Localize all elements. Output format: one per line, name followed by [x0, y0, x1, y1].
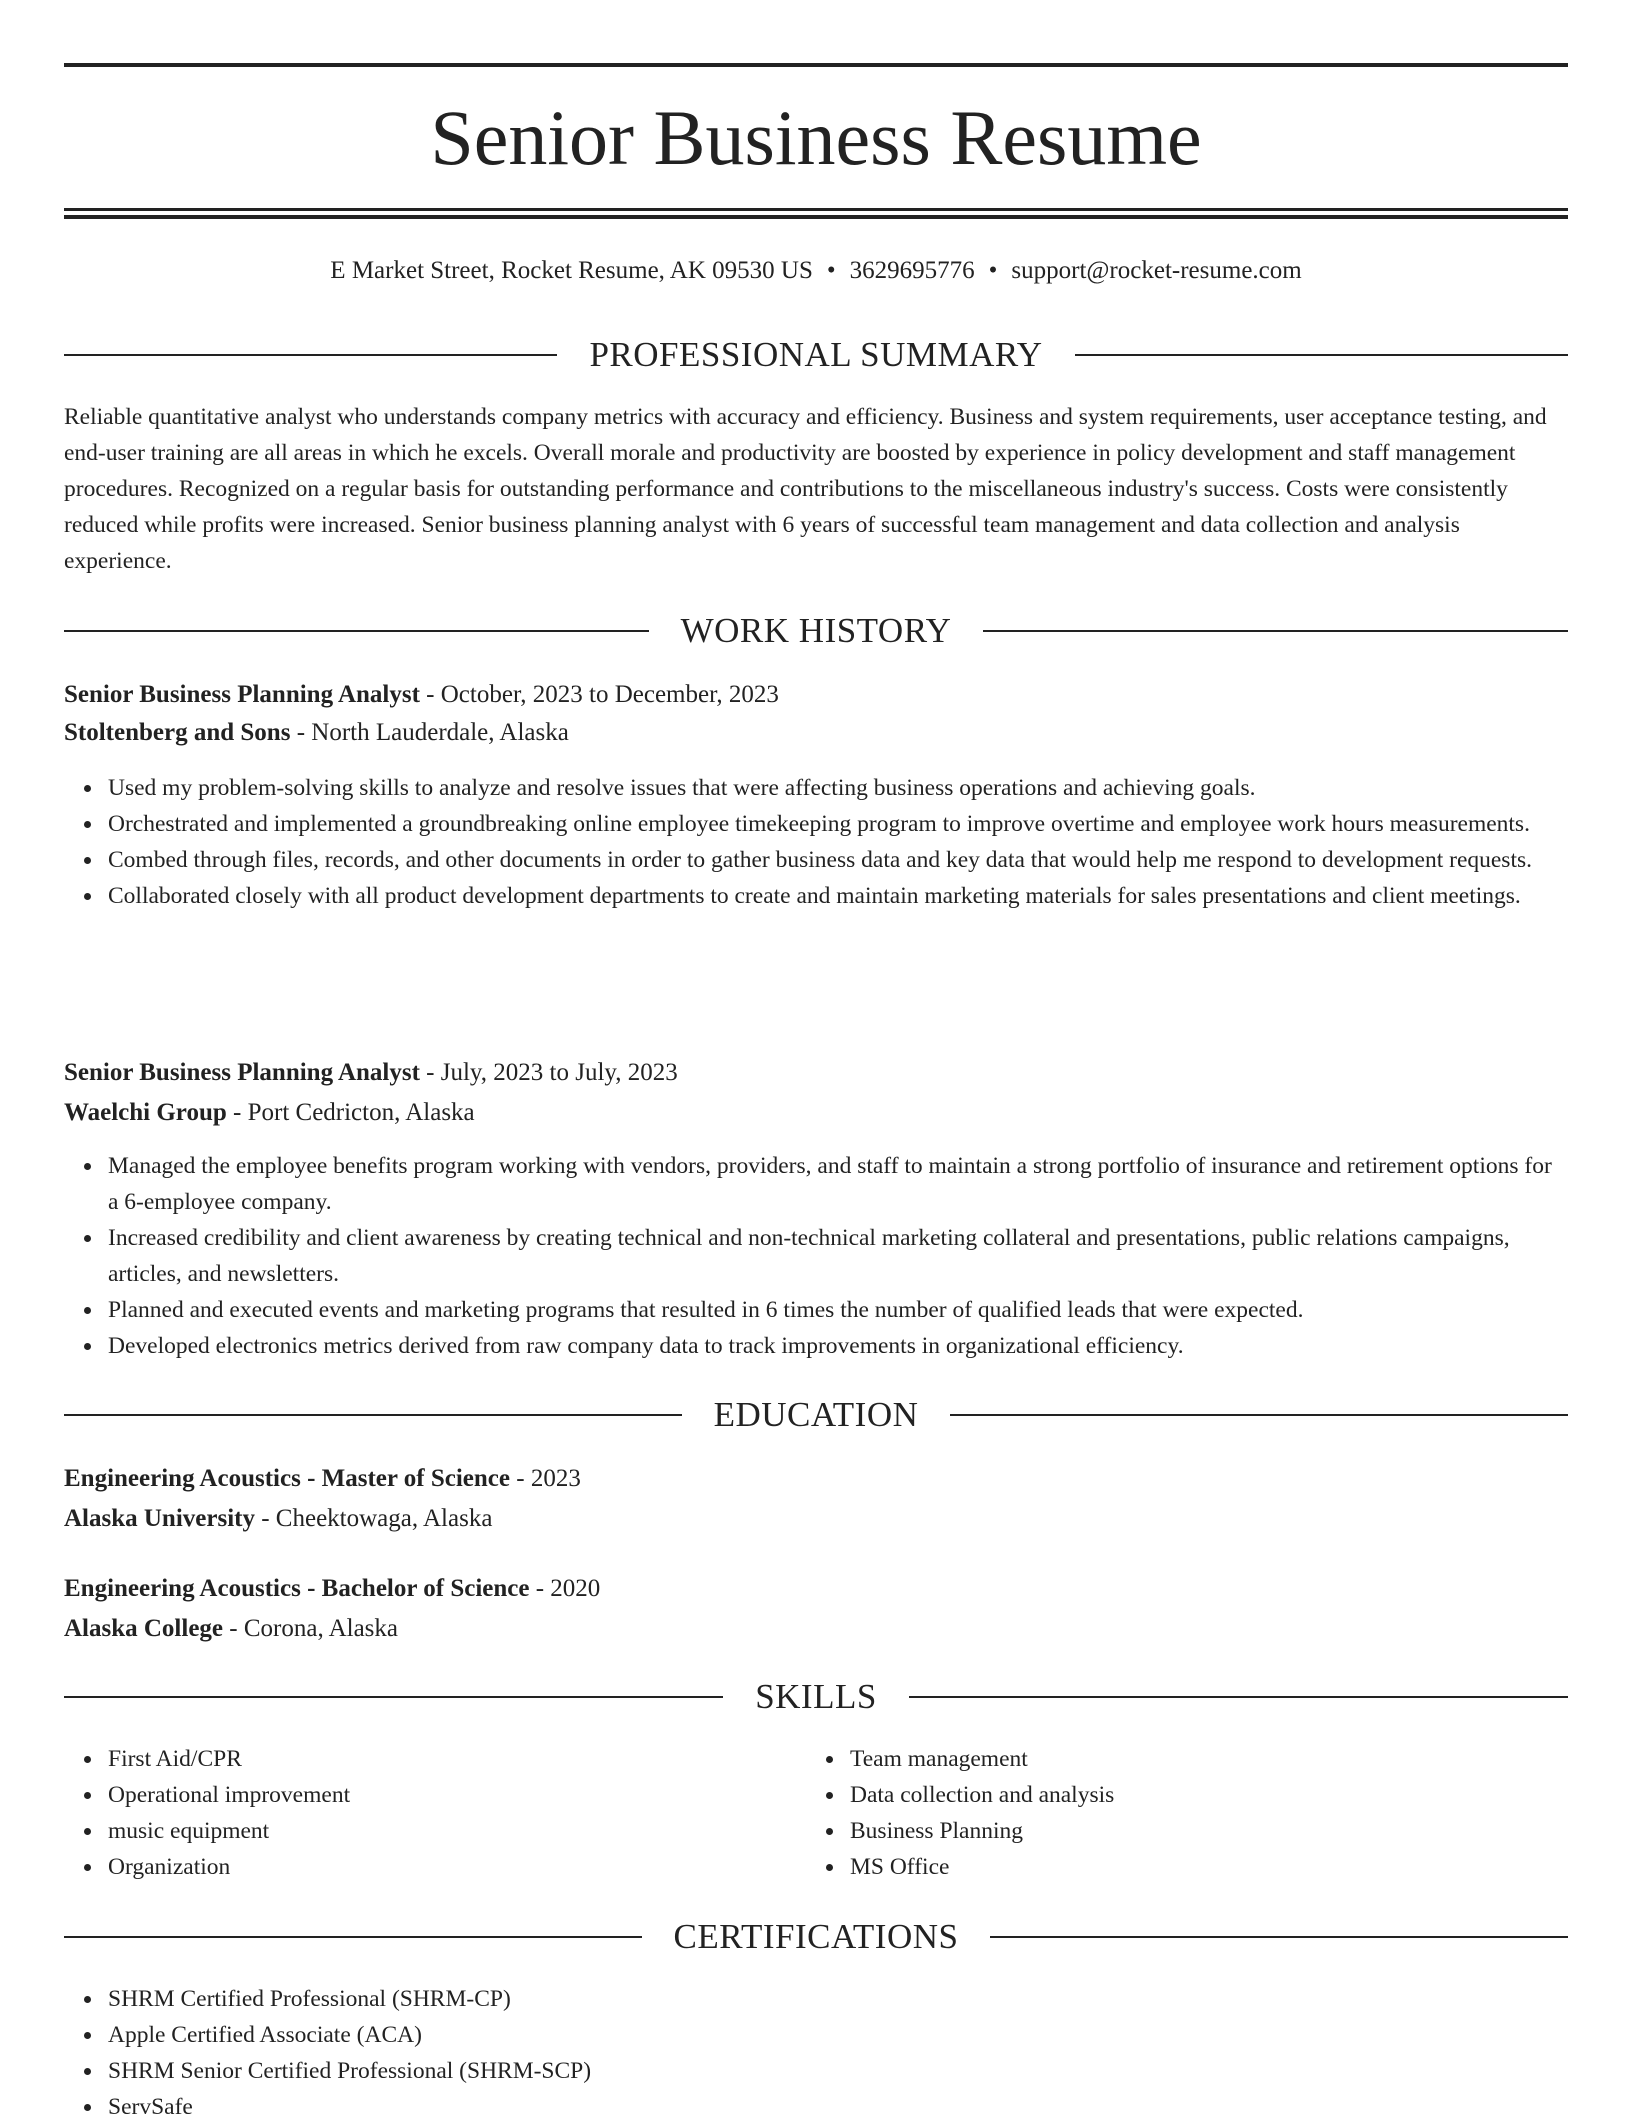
job-heading — [64, 677, 1568, 713]
list-item: Planned and executed events and marketing programs that resulted in 6 times the number of qualified leads that were expected. — [108, 1292, 1568, 1328]
contact-phone: 3629695776 — [849, 257, 975, 284]
degree-year: - 2020 — [529, 1575, 601, 1602]
section-rule-left — [64, 1696, 723, 1698]
job-employer — [64, 715, 1568, 751]
job-bullets — [64, 1148, 1568, 1364]
certification-item: Apple Certified Associate (ACA) — [108, 2017, 1568, 2053]
certification-item: SHRM Certified Professional (SHRM-CP) — [108, 1981, 1568, 2017]
contact-separator: • — [826, 257, 836, 284]
contact-address: E Market Street, Rocket Resume, AK 09530 US — [330, 257, 813, 284]
contact-separator: • — [988, 257, 998, 284]
school: Alaska University — [64, 1505, 255, 1532]
list-item: Increased credibility and client awareness by creating technical and non-technical marketing collateral and presentations, public relations campaigns, articles, and newsletters. — [108, 1220, 1568, 1292]
school-location: - Corona, Alaska — [223, 1615, 398, 1642]
skill-item: Business Planning — [850, 1813, 1568, 1849]
skill-item: Data collection and analysis — [850, 1777, 1568, 1813]
job-company: Waelchi Group — [64, 1099, 227, 1126]
skill-item: First Aid/CPR — [108, 1741, 816, 1777]
list-item: Collaborated closely with all product development departments to create and maintain marketing materials for sales presentations and client meetings. — [108, 878, 1568, 914]
list-item: Managed the employee benefits program working with vendors, providers, and staff to maintain a strong portfolio of insurance and retirement options for a 6-employee company. — [108, 1148, 1568, 1220]
section-rule-left — [64, 1936, 642, 1938]
section-header-work — [64, 609, 1568, 653]
skill-item: music equipment — [108, 1813, 816, 1849]
job-company: Stoltenberg and Sons — [64, 719, 291, 746]
skills-list-left — [64, 1741, 816, 1885]
job-employer — [64, 1095, 1568, 1131]
education-school-line — [64, 1501, 1568, 1537]
job-dates: - October, 2023 to December, 2023 — [419, 681, 779, 708]
skill-item: Operational improvement — [108, 1777, 816, 1813]
section-title-summary: PROFESSIONAL SUMMARY — [589, 335, 1043, 374]
section-rule-right — [990, 1936, 1568, 1938]
contact-email: support@rocket-resume.com — [1011, 257, 1302, 284]
certification-item: ServSafe — [108, 2089, 1568, 2125]
section-header-skills — [64, 1675, 1568, 1719]
job-title: Senior Business Planning Analyst — [64, 1059, 420, 1086]
list-item: Developed electronics metrics derived from raw company data to track improvements in organizational efficiency. — [108, 1328, 1568, 1364]
job-heading — [64, 1055, 1568, 1091]
degree: Engineering Acoustics - Master of Science — [64, 1465, 510, 1492]
job-location: - North Lauderdale, Alaska — [290, 719, 569, 746]
section-rule-left — [64, 630, 649, 632]
certification-item: SHRM Senior Certified Professional (SHRM-SCP) — [108, 2053, 1568, 2089]
section-rule-right — [983, 630, 1568, 632]
degree-year: - 2023 — [510, 1465, 581, 1492]
section-title-education: EDUCATION — [713, 1395, 919, 1434]
list-item: Combed through files, records, and other documents in order to gather business data and key data that would help me respond to development requests. — [108, 842, 1568, 878]
contact-line — [64, 254, 1568, 288]
section-rule-right — [1075, 354, 1568, 356]
section-header-education — [64, 1393, 1568, 1437]
section-header-certifications — [64, 1915, 1568, 1959]
section-rule-right — [950, 1414, 1568, 1416]
skill-item: Team management — [850, 1741, 1568, 1777]
section-rule-right — [909, 1696, 1568, 1698]
skill-item: MS Office — [850, 1849, 1568, 1885]
job-bullets — [64, 770, 1568, 914]
section-rule-left — [64, 1414, 682, 1416]
education-heading — [64, 1461, 1568, 1497]
section-title-work: WORK HISTORY — [680, 611, 952, 650]
job-title: Senior Business Planning Analyst — [64, 681, 420, 708]
school: Alaska College — [64, 1615, 224, 1642]
summary-text: Reliable quantitative analyst who understands company metrics with accuracy and efficiency. Business and system requirements, user acceptance testing, and end-user training are all areas in which he excels. Overall morale and productivity are boosted by experience in policy development and staff management procedures. Recognized on a regular basis for outstanding performance and contributions to the miscellaneous industry's success. Costs were consistently reduced while profits were increased. Senior business planning analyst with 6 years of successful team management and data collection and analysis experience. — [64, 404, 1547, 574]
title-double-rule — [64, 208, 1568, 219]
section-title-certifications: CERTIFICATIONS — [673, 1917, 959, 1956]
job-location: - Port Cedricton, Alaska — [226, 1099, 475, 1126]
skills-list-right — [806, 1741, 1568, 1885]
section-title-skills: SKILLS — [755, 1677, 877, 1716]
education-school-line — [64, 1611, 1568, 1647]
list-item: Orchestrated and implemented a groundbreaking online employee timekeeping program to improve overtime and employee work hours measurements. — [108, 806, 1568, 842]
skill-item: Organization — [108, 1849, 816, 1885]
section-rule-left — [64, 354, 557, 356]
education-heading — [64, 1571, 1568, 1607]
top-rule — [64, 63, 1568, 67]
job-dates: - July, 2023 to July, 2023 — [419, 1059, 678, 1086]
resume-title: Senior Business Resume — [430, 94, 1202, 181]
section-header-summary — [64, 333, 1568, 377]
degree: Engineering Acoustics - Bachelor of Science — [64, 1575, 530, 1602]
certifications-list — [64, 1981, 1568, 2125]
school-location: - Cheektowaga, Alaska — [254, 1505, 493, 1532]
list-item: Used my problem-solving skills to analyze and resolve issues that were affecting business operations and achieving goals. — [108, 770, 1568, 806]
